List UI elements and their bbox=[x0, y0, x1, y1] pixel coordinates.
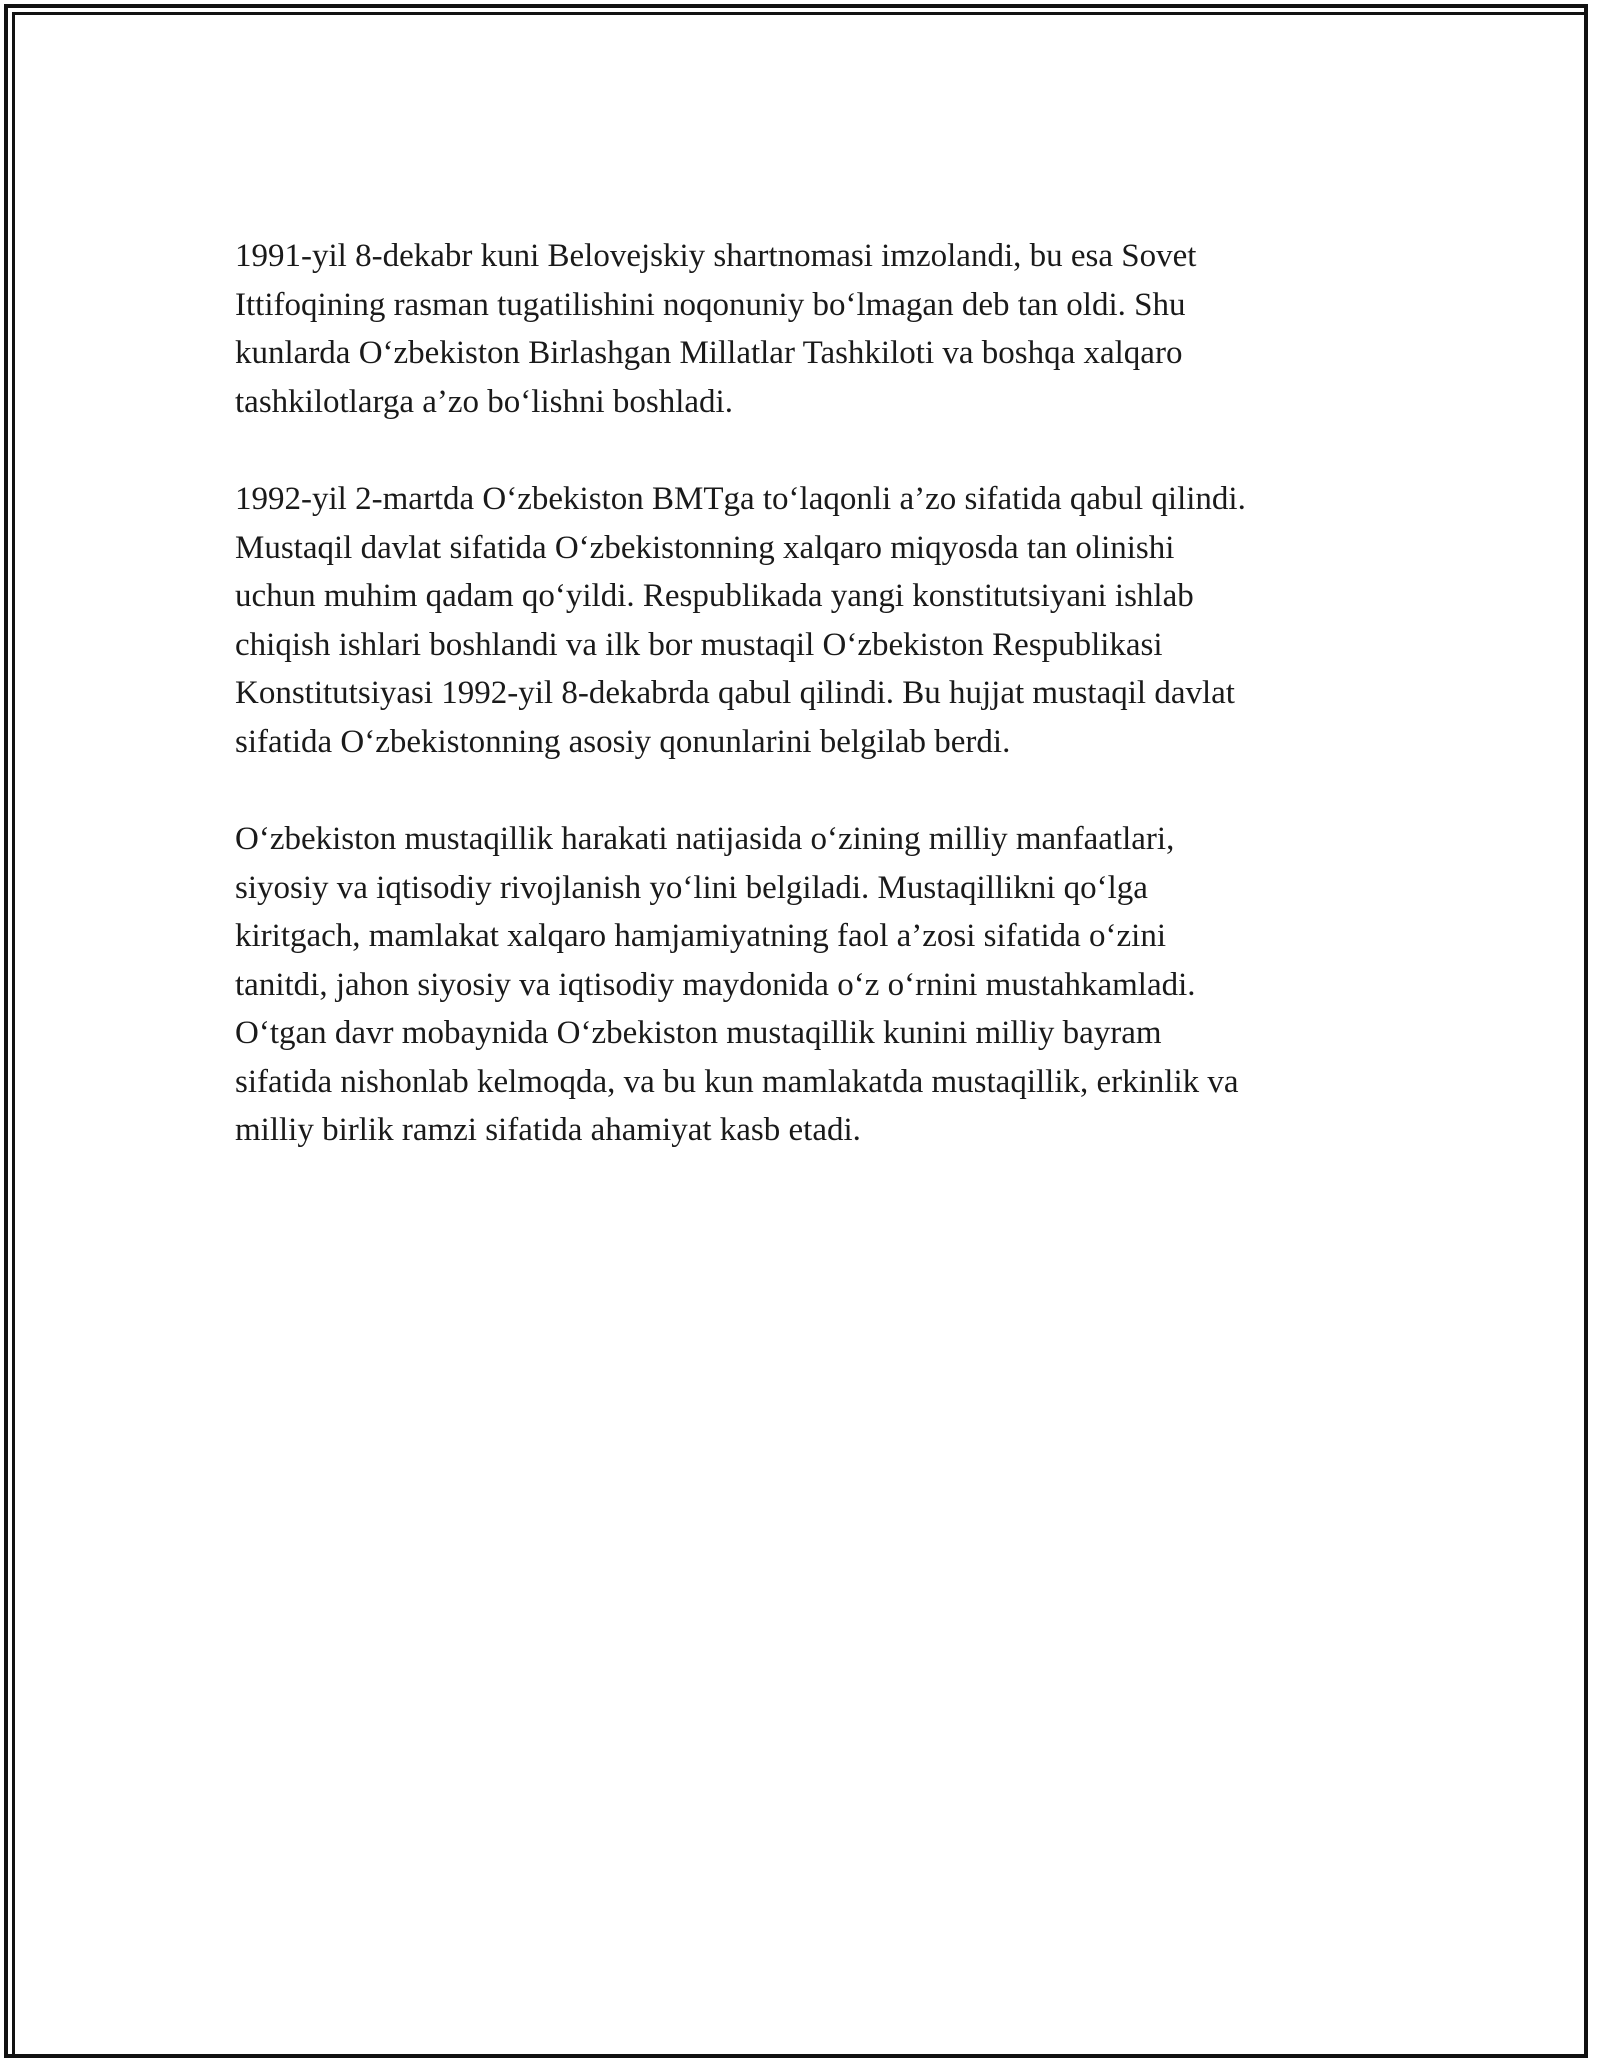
paragraph-3: O‘zbekiston mustaqillik harakati natijasida o‘zining milliy manfaatlari, siyosiy va iqtisodiy rivojlanish yo‘lini belgiladi. Mustaqillikni qo‘lga kiritgach, mamlakat xalqaro hamjamiyatning faol a’zosi sifatida o‘zini tanitdi, jahon siyosiy va iqtisodiy maydonida o‘z o‘rnini mustahkamladi. O‘tgan davr mobaynida O‘zbekiston mustaqillik kunini milliy bayram sifatida nishonlab kelmoqda, va bu kun mamlakatda mustaqillik, erkinlik va milliy birlik ramzi sifatida ahamiyat kasb etadi. bbox=[235, 821, 1239, 1148]
document-body bbox=[235, 232, 1365, 1204]
paragraph-1: 1991-yil 8-dekabr kuni Belovejskiy shartnomasi imzolandi, bu esa Sovet Ittifoqining rasman tugatilishini noqonuniy bo‘lmagan deb tan oldi. Shu kunlarda O‘zbekiston Birlashgan Millatlar Tashkiloti va boshqa xalqaro tashkilotlarga a’zo bo‘lishni boshladi. bbox=[235, 238, 1197, 420]
paragraph-2: 1992-yil 2-martda O‘zbekiston BMTga to‘laqonli a’zo sifatida qabul qilindi. Mustaqil davlat sifatida O‘zbekistonning xalqaro miqyosda tan olinishi uchun muhim qadam qo‘yildi. Respublikada yangi konstitutsiyani ishlab chiqish ishlari boshlandi va ilk bor mustaqil O‘zbekiston Respublikasi Konstitutsiyasi 1992-yil 8-dekabrda qabul qilindi. Bu hujjat mustaqil davlat sifatida O‘zbekistonning asosiy qonunlarini belgilab berdi. bbox=[235, 481, 1246, 760]
